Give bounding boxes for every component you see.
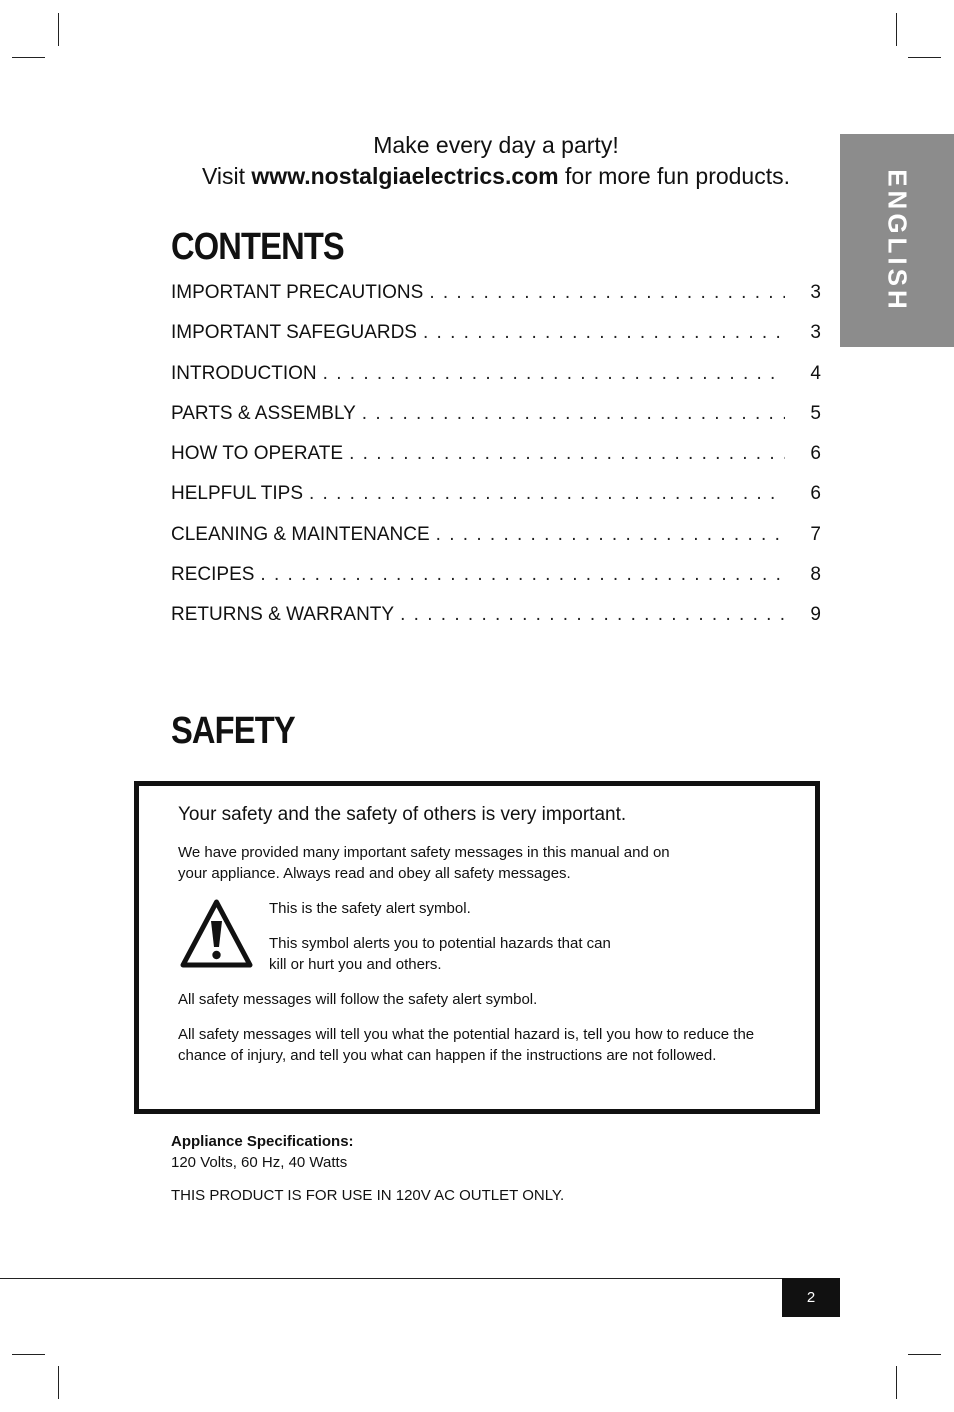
header-tagline — [150, 130, 842, 192]
specs-value: 120 Volts, 60 Hz, 40 Watts — [171, 1154, 348, 1171]
toc-title: RECIPES — [171, 564, 255, 586]
toc-title: IMPORTANT SAFEGUARDS — [171, 322, 417, 344]
page-number: 2 — [782, 1278, 840, 1317]
toc-page: 3 — [810, 282, 821, 303]
warning-triangle-icon — [180, 899, 253, 969]
toc-row[interactable] — [171, 604, 821, 644]
toc-row[interactable] — [171, 564, 821, 604]
toc-row[interactable] — [171, 322, 821, 362]
toc-title: HOW TO OPERATE — [171, 443, 344, 465]
specs-title: Appliance Specifications: — [171, 1133, 354, 1150]
toc-leader-dots — [436, 524, 785, 546]
crop-mark — [896, 1366, 897, 1399]
contents-heading: CONTENTS — [171, 226, 344, 268]
toc-page: 7 — [810, 523, 821, 545]
toc-page: 8 — [810, 564, 821, 586]
alert-symbol-text: This is the safety alert symbol. — [269, 900, 471, 917]
toc-page: 4 — [810, 362, 821, 384]
safety-follow-text: All safety messages will follow the safety alert symbol. — [178, 991, 538, 1008]
toc-page: 9 — [810, 604, 821, 626]
appliance-specs — [171, 1131, 354, 1173]
visit-suffix: for more fun products. — [565, 163, 791, 189]
toc-page: 6 — [810, 483, 821, 505]
visit-line — [150, 161, 842, 192]
safety-intro: We have provided many important safety messages in this manual and on your appliance. Always read and obey all safety messages. — [178, 844, 670, 882]
toc-row[interactable] — [171, 363, 821, 403]
toc-title: PARTS & ASSEMBLY — [171, 402, 356, 424]
crop-mark — [58, 13, 59, 46]
toc-row[interactable] — [171, 483, 821, 523]
crop-mark — [12, 57, 45, 58]
toc-leader-dots — [309, 483, 785, 505]
toc-leader-dots — [323, 363, 785, 385]
language-tab-label: ENGLISH — [882, 168, 913, 313]
toc-title: CLEANING & MAINTENANCE — [171, 523, 430, 545]
crop-mark — [58, 1366, 59, 1399]
safety-heading: SAFETY — [171, 710, 295, 752]
toc-row[interactable] — [171, 443, 821, 483]
toc-leader-dots — [429, 282, 785, 304]
toc-leader-dots — [362, 403, 785, 425]
toc-title: INTRODUCTION — [171, 362, 317, 384]
toc-title: IMPORTANT PRECAUTIONS — [171, 282, 424, 303]
toc-row[interactable] — [171, 403, 821, 443]
toc-leader-dots — [349, 443, 785, 465]
tagline-line: Make every day a party! — [373, 132, 619, 158]
safety-lead: Your safety and the safety of others is very important. — [178, 804, 627, 825]
outlet-notice: THIS PRODUCT IS FOR USE IN 120V AC OUTLET ONLY. — [171, 1187, 565, 1204]
toc-title: HELPFUL TIPS — [171, 483, 303, 505]
crop-mark — [908, 1354, 941, 1355]
toc-title: RETURNS & WARRANTY — [171, 604, 395, 626]
toc-row[interactable] — [171, 524, 821, 564]
toc-leader-dots — [423, 322, 785, 344]
visit-prefix: Visit — [201, 163, 246, 189]
toc-page: 5 — [810, 402, 821, 424]
crop-mark — [12, 1354, 45, 1355]
alert-hazard-text: This symbol alerts you to potential hazards that can kill or hurt you and others. — [269, 935, 611, 973]
safety-tell-text: All safety messages will tell you what the potential hazard is, tell you how to reduce the chance of injury, and tell you what can happen if the instructions are not followed. — [178, 1026, 755, 1064]
footer-rule — [0, 1278, 840, 1279]
toc-page: 3 — [810, 322, 821, 344]
toc-page: 6 — [810, 443, 821, 465]
language-tab — [840, 134, 954, 347]
crop-mark — [908, 57, 941, 58]
toc-row[interactable] — [171, 282, 821, 322]
website-link[interactable]: www.nostalgiaelectrics.com — [251, 163, 559, 189]
toc-leader-dots — [260, 564, 785, 586]
safety-notice-box — [134, 781, 820, 1114]
table-of-contents — [171, 282, 821, 645]
crop-mark — [896, 13, 897, 46]
toc-leader-dots — [400, 604, 785, 626]
